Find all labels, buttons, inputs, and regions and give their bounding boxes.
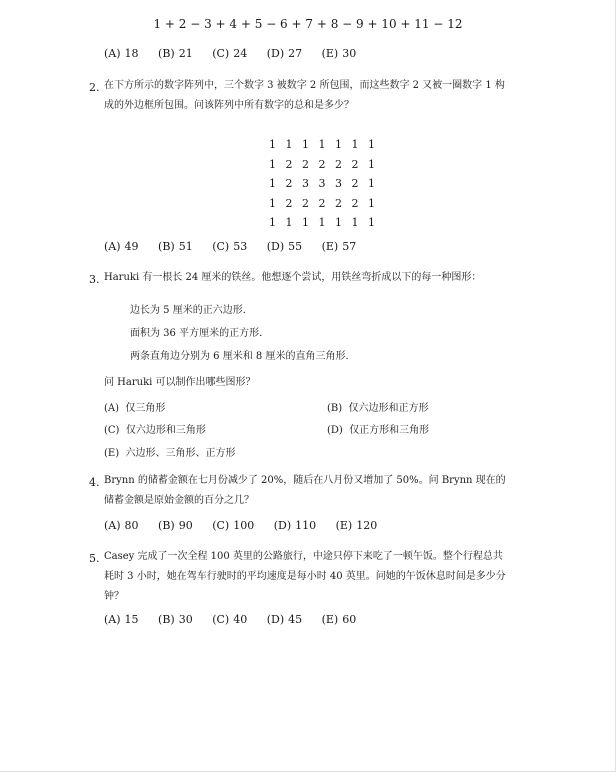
- q5-text-line1: Casey 完成了一次全程 100 英里的公路旅行，中途只停下来吃了一顿午饭。整个行程总共: [104, 551, 503, 562]
- q4-choice-c[interactable]: (C) 100: [212, 519, 255, 532]
- q3-question: 问 Haruki 可以制作出哪些图形？: [104, 377, 256, 388]
- q4-choices: [104, 519, 393, 532]
- q5-choices: [104, 613, 372, 626]
- q4-text-line2: 储蓄金额是原始金额的百分之几？: [104, 495, 254, 506]
- q4-choice-e[interactable]: (E) 120: [335, 519, 378, 532]
- q2-number: 2.: [89, 81, 100, 94]
- array-row: 1 1 1 1 1 1 1: [269, 216, 375, 229]
- q3-number: 3.: [89, 273, 100, 286]
- q1-choices: [104, 47, 372, 60]
- q2-choice-a[interactable]: (A) 49: [104, 240, 139, 253]
- q1-choice-e[interactable]: (E) 30: [321, 47, 357, 60]
- q3-choice-c[interactable]: (C) 仅六边形和三角形: [104, 425, 206, 436]
- q2-choice-d[interactable]: (D) 55: [266, 240, 303, 253]
- array-row: 1 1 1 1 1 1 1: [269, 138, 375, 151]
- q4-choice-b[interactable]: (B) 90: [158, 519, 193, 532]
- q3-choice-a[interactable]: (A) 仅三角形: [104, 403, 166, 414]
- array-row: 1 2 3 3 3 2 1: [269, 177, 375, 190]
- q3-item-hexagon: 边长为 5 厘米的正六边形．: [130, 305, 253, 316]
- q1-choice-a[interactable]: (A) 18: [104, 47, 139, 60]
- q5-choice-b[interactable]: (B) 30: [158, 613, 193, 626]
- q2-text-line1: 在下方所示的数字阵列中，三个数字 3 被数字 2 所包围，而这些数字 2 又被一圈数字 1 构: [104, 80, 505, 91]
- q5-choice-e[interactable]: (E) 60: [321, 613, 357, 626]
- q5-text-line2: 耗时 3 小时，她在驾车行驶时的平均速度是每小时 40 英里。问她的午饭休息时间是多少分: [104, 571, 506, 582]
- array-row: 1 2 2 2 2 2 1: [269, 196, 375, 210]
- q2-choices: [104, 240, 372, 253]
- q4-text-line1: Brynn 的储蓄金额在七月份减少了 20%，随后在八月份又增加了 50%。问 Brynn 现在的: [104, 475, 506, 486]
- q1-expression: 1 + 2 − 3 + 4 + 5 − 6 + 7 + 8 − 9 + 10 + 11 − 12: [153, 17, 463, 31]
- q5-text-line3: 钟？: [104, 591, 124, 602]
- q3-choice-b[interactable]: (B) 仅六边形和正方形: [327, 403, 429, 414]
- q4-number: 4.: [89, 476, 100, 489]
- array-row: 1 2 2 2 2 2 1: [269, 157, 375, 171]
- q1-choice-b[interactable]: (B) 21: [158, 47, 193, 60]
- q3-intro: Haruki 有一根长 24 厘米的铁丝。他想逐个尝试，用铁丝弯折成以下的每一种图形：: [104, 272, 482, 283]
- q2-number-array: [269, 135, 385, 233]
- q4-choice-d[interactable]: (D) 110: [273, 519, 317, 532]
- q2-choice-b[interactable]: (B) 51: [158, 240, 193, 253]
- q3-item-square: 面积为 36 平方厘米的正方形．: [130, 328, 270, 339]
- q3-item-triangle: 两条直角边分别为 6 厘米和 8 厘米的直角三角形．: [130, 351, 356, 362]
- q4-choice-a[interactable]: (A) 80: [104, 519, 139, 532]
- q5-choice-a[interactable]: (A) 15: [104, 613, 139, 626]
- q5-choice-c[interactable]: (C) 40: [212, 613, 248, 626]
- q2-text-line2: 成的外边框所包围。问该阵列中所有数字的总和是多少？: [104, 100, 354, 111]
- q2-choice-c[interactable]: (C) 53: [212, 240, 248, 253]
- q1-choice-d[interactable]: (D) 27: [266, 47, 303, 60]
- q3-choice-d[interactable]: (D) 仅正方形和三角形: [327, 425, 430, 436]
- q1-choice-c[interactable]: (C) 24: [212, 47, 248, 60]
- q3-choice-e[interactable]: (E) 六边形、三角形、正方形: [104, 448, 236, 459]
- q5-choice-d[interactable]: (D) 45: [266, 613, 303, 626]
- q5-number: 5.: [89, 552, 100, 565]
- q2-choice-e[interactable]: (E) 57: [321, 240, 357, 253]
